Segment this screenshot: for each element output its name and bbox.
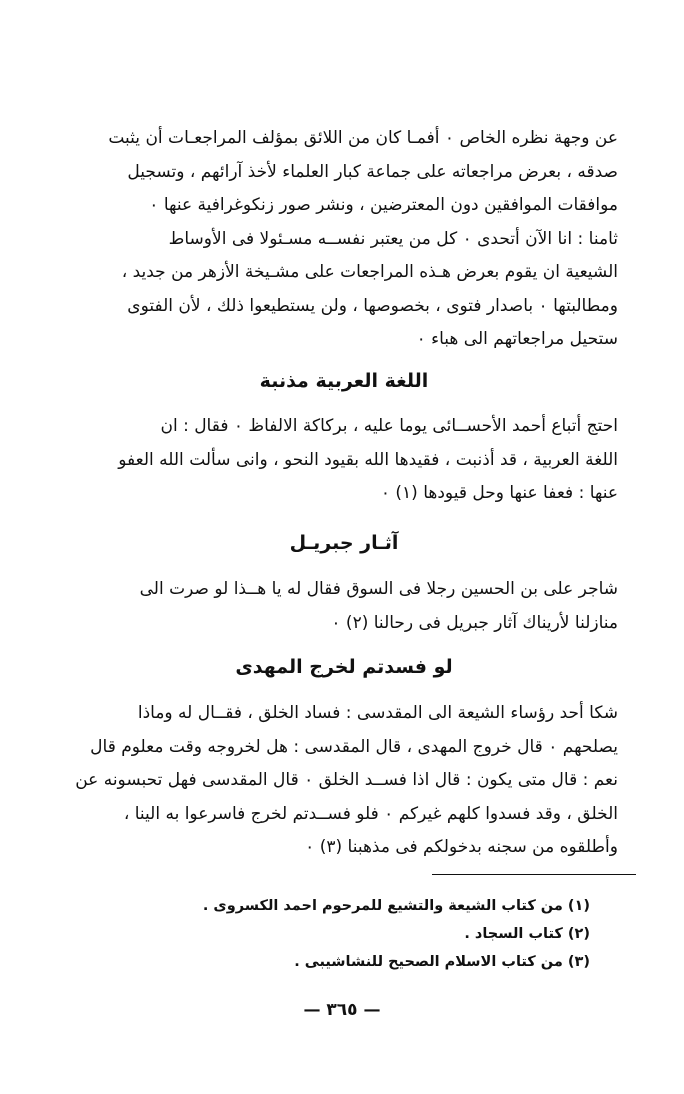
intro-line-7: ستحيل مراجعاتهم الى هباء ۰ xyxy=(416,329,618,349)
intro-line-4: ثامنا : انا الآن أتحدى ۰ كل من يعتبر نفســه مسـئولا فى الأوساط xyxy=(168,228,618,249)
section-3-line-2: يصلحهم ۰ قال خروج المهدى ، قال المقدسى : هل لخروجه وقت معلوم قال xyxy=(90,736,618,757)
footnotes xyxy=(180,892,590,976)
intro-line-5: الشيعية ان يقوم بعرض هـذه المراجعات على مشـيخة الأزهر من جديد ، xyxy=(121,262,618,282)
footnote-2: (٢) كتاب السجاد . xyxy=(464,926,590,942)
section-2-line-2: منازلنا لأريناك آثار جبريل فى رحالنا (٢) ۰ xyxy=(331,612,618,633)
page-number: — ٣٦٥ — xyxy=(303,1000,381,1020)
section-3-line-5: وأطلقوه من سجنه بدخولكم فى مذهبنا (٣) ۰ xyxy=(305,837,618,857)
intro-line-2: صدقه ، بعرض مراجعاته على جماعة كبار العلماء لأخذ آرائهم ، وتسجيل xyxy=(127,161,618,182)
section-3-line-4: الخلق ، وقد فسدوا كلهم غيركم ۰ فلو فســدتم لخرج فاسرعوا به الينا ، xyxy=(123,803,618,824)
section-3-line-1: شكا أحد رؤساء الشيعة الى المقدسى : فساد الخلق ، فقــال له وماذا xyxy=(137,703,618,723)
footnote-1: (١) من كتاب الشيعة والتشيع للمرحوم احمد الكسروى . xyxy=(202,898,590,914)
section-3-line-3: نعم : قال متى يكون : قال اذا فســد الخلق ۰ قال المقدسى فهل تحبسونه عن xyxy=(75,770,618,790)
section-1-line-1: احتج أتباع أحمد الأحســائى يوما عليه ، بركاكة الالفاظ ۰ فقال : ان xyxy=(160,416,618,436)
section-3-paragraph xyxy=(70,697,618,865)
intro-paragraph xyxy=(70,122,618,357)
section-1-paragraph xyxy=(70,410,618,511)
section-2-paragraph xyxy=(70,573,618,640)
section-1-line-2: اللغة العربية ، قد أذنبت ، فقيدها الله بقيود النحو ، وانى سألت الله العفو xyxy=(118,449,618,470)
intro-line-3: موافقات الموافقين دون المعترضين ، ونشر صور زنكوغرافية عنها ۰ xyxy=(149,195,618,215)
section-1-line-3: عنها : فعفا عنها وحل قيودها (١) ۰ xyxy=(380,483,618,503)
intro-line-6: ومطالبتها ۰ باصدار فتوى ، بخصوصها ، ولن يستطيعوا ذلك ، لأن الفتوى xyxy=(127,295,618,316)
footnote-divider xyxy=(432,874,636,875)
section-1-heading: اللغة العربية مذنبة xyxy=(259,370,429,392)
section-2-heading: آثـار جبريـل xyxy=(289,532,399,554)
intro-line-1: عن وجهة نظره الخاص ۰ أفمـا كان من اللائق بمؤلف المراجعـات أن يثبت xyxy=(108,128,618,148)
section-3-heading: لو فسدتم لخرج المهدى xyxy=(235,656,453,678)
section-2-line-1: شاجر على بن الحسين رجلا فى السوق فقال له يا هــذا لو صرت الى xyxy=(139,579,618,599)
footnote-3: (٣) من كتاب الاسلام الصحيح للنشاشيبى . xyxy=(294,954,590,970)
